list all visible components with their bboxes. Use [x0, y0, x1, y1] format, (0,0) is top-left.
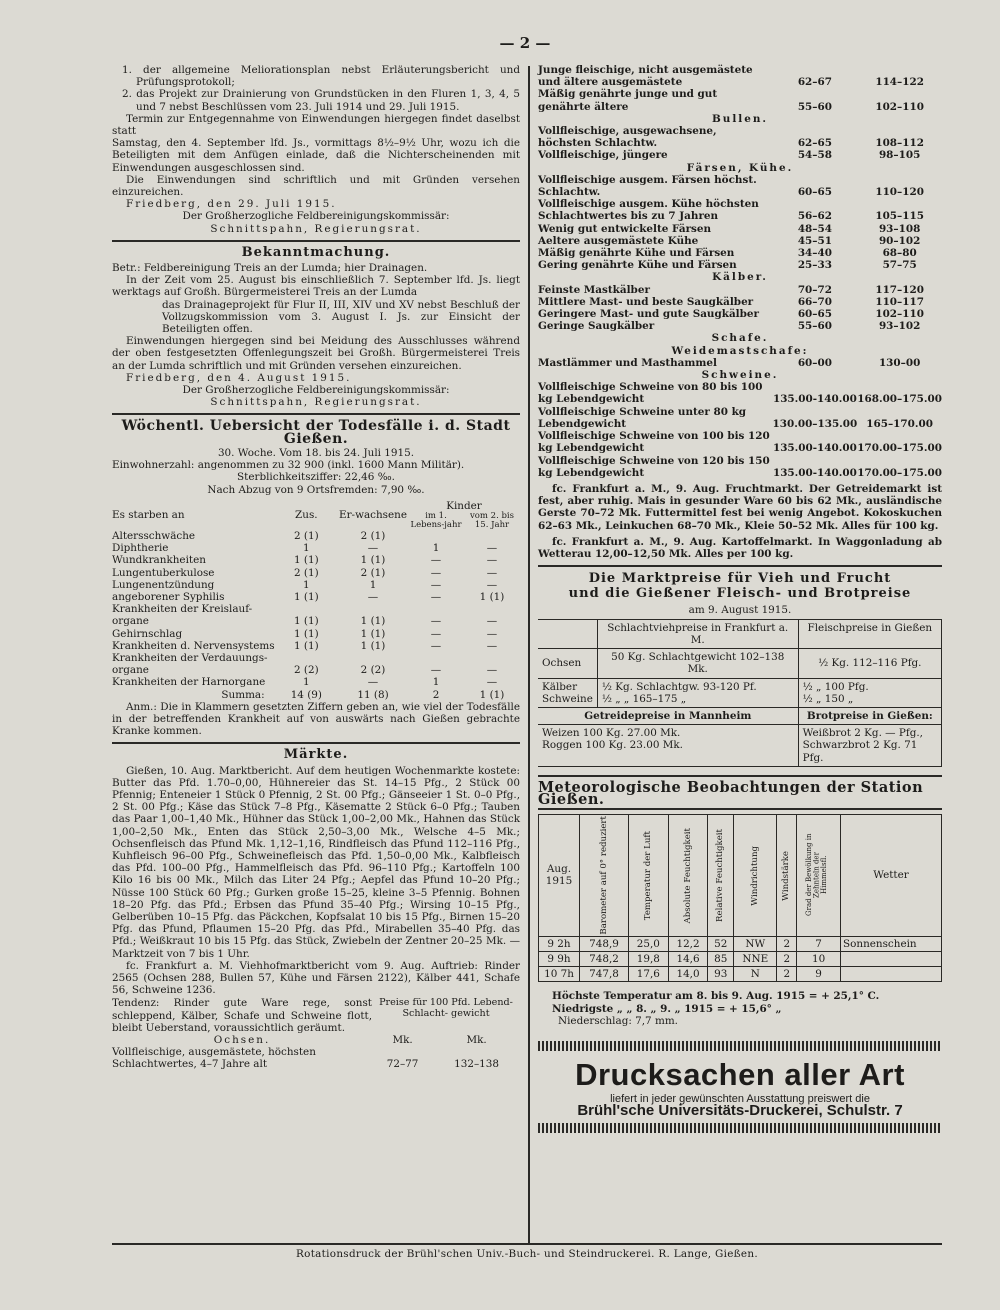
table-row — [538, 308, 942, 320]
row-label: Vollfleischige ausgem. Kühe höchsten Schlachtwertes bis zu 7 Jahren — [538, 198, 759, 223]
table-row — [538, 455, 942, 479]
price-a: 135.00-140.00 — [772, 442, 857, 455]
table-cell: 50 Kg. Schlachtgewicht 102–138 Mk. — [597, 649, 798, 678]
table-cell: 7 — [797, 936, 841, 951]
col-header: Getreidepreise in Mannheim — [538, 707, 798, 724]
table-row — [112, 689, 520, 701]
tod-annotation: Anm.: Die in Klammern gesetzten Ziffern geben an, wie viel der Todesfälle in der betreffenden Krankheit auf von auswärts nach Gießen gebrachte Kranke kommen. — [112, 700, 520, 738]
table-cell: 1 (1) — [293, 554, 319, 567]
price-b: 57–75 — [882, 259, 917, 272]
col-header: Aug. 1915 — [539, 815, 580, 937]
page-number: — 2 — — [499, 34, 551, 52]
row-label: angeborener Syphilis — [112, 590, 225, 603]
table-cell: — — [486, 639, 498, 652]
table-cell: NW — [734, 936, 777, 951]
table-cell: ½ Kg. Schlachtgw. 93-120 Pf. — [601, 680, 757, 693]
section-rule — [112, 413, 520, 415]
table-cell: 17,6 — [629, 967, 669, 982]
ad-company: Brühl'sche Universitäts-Druckerei, Schulstr. 7 — [577, 1102, 903, 1120]
footer-rule — [112, 1243, 942, 1245]
price-b: 165–170.00 — [866, 417, 933, 430]
table-cell: 1 (1) — [293, 639, 319, 652]
table-row — [112, 542, 520, 554]
table-row — [112, 567, 520, 579]
table-cell: — — [430, 578, 442, 591]
table-cell: 2 (1) — [360, 529, 386, 542]
section-rule — [112, 742, 520, 744]
col-header: Absolute Feuchtigkeit — [682, 827, 693, 924]
row-label: Kälber — [542, 680, 578, 693]
tod-rate: Sterblichkeitsziffer: 22,46 ‰. — [237, 471, 395, 484]
col-header: Barometer auf 0° reduziert — [598, 816, 609, 935]
bek-paragraph: Einwendungen hiergegen sind bei Meidung des Ausschlusses während der oben festgesetzten Offenlegungszeit bei Großh. Bürgermeisterei Treis an der Lumda schriftlich und mit Gründen versehen einzureichen. — [112, 335, 520, 372]
table-cell: 1 — [303, 676, 310, 689]
left-column — [112, 64, 520, 1071]
table-cell: 2 (1) — [293, 529, 319, 542]
row-label: Vollfleischige, ausgewachsene, höchsten Schlachtw. — [538, 125, 717, 150]
group-label: Färsen, Kühe. — [686, 161, 794, 174]
row-label: Lungentuberkulose — [112, 566, 215, 579]
death-table — [112, 500, 520, 701]
group-label: Schafe. — [711, 332, 769, 345]
table-cell: 1 (1) — [293, 590, 319, 603]
section-rule — [112, 240, 520, 242]
table-row — [538, 725, 942, 767]
table-cell: ½ Kg. 112–116 Pfg. — [798, 649, 941, 678]
table-row — [538, 357, 942, 369]
price-a: 25–33 — [797, 259, 832, 272]
table-cell: 14,0 — [668, 967, 708, 982]
price-a: 60–65 — [797, 308, 832, 321]
table-cell: — — [367, 676, 379, 689]
marktpreise-title: Die Marktpreise für Vieh und Frucht — [588, 571, 892, 587]
row-label: Vollfleischige, ausgemästete, höchsten Schlachtwertes, 4–7 Jahre alt — [112, 1046, 316, 1071]
termin-note: Die Einwendungen sind schriftlich und mit Gründen versehen einzureichen. — [112, 173, 520, 199]
table-cell: 2 — [432, 688, 440, 701]
row-label: Mäßig genährte Kühe und Färsen — [538, 247, 735, 260]
table-row — [112, 603, 520, 615]
met-max-temp: Höchste Temperatur am 8. bis 9. Aug. 1915 = + 25,1° C. — [552, 990, 880, 1003]
table-row — [538, 284, 942, 296]
table-row — [538, 430, 942, 454]
ochsen-table — [112, 1034, 520, 1071]
unit-label: Mk. — [466, 1034, 487, 1047]
table-row — [538, 64, 942, 88]
section-rule — [538, 775, 942, 777]
table-cell: 2 (2) — [293, 664, 319, 677]
termin-date: Samstag, den 4. September lfd. Js., vormittags 8½–9½ Uhr, wozu ich die Beteiligten mit dem Anfügen einlade, daß die Nichterscheinenden mit Einwendungen ausgeschlossen sind. — [112, 137, 520, 174]
group-label: Ochsen. — [213, 1034, 271, 1047]
table-cell — [408, 652, 464, 664]
row-label: Vollfleischige, jüngere — [538, 149, 668, 162]
row-label: Krankheiten d. Nervensystems — [112, 639, 275, 652]
table-cell: — — [486, 566, 498, 579]
tendenz-table — [112, 997, 520, 1034]
row-label: Vollfleischige Schweine von 100 bis 120 kg Lebendgewicht — [538, 430, 770, 455]
table-cell: 14 (9) — [290, 688, 322, 701]
col-header: vom 2. bis 15. Jahr — [469, 510, 514, 530]
table-cell: 1 — [432, 542, 440, 555]
table-cell: 1 — [432, 676, 440, 689]
table-cell — [464, 603, 520, 615]
table-row — [112, 676, 520, 688]
table-cell: 1 (1) — [479, 688, 505, 701]
row-label: Lungenentzündung — [112, 578, 215, 591]
price-a: 130.00–135.00 — [772, 417, 858, 430]
fruchtmarkt-report: fc. Frankfurt a. M., 9. Aug. Fruchtmarkt. Der Getreidemarkt ist fest, aber ruhig. Mais in gesunder Ware 60 bis 62 Mk., ausländische Gerste 70–72 Mk. Futtermittel fest bei wenig Angebot. Kokoskuchen 62–63 Mk., Leinkuchen 68–70 Mk., Kleie 50–52 Mk. Alles für 100 kg. — [538, 482, 942, 532]
row-label: Vollfleischige Schweine unter 80 kg Lebendgewicht — [538, 405, 747, 430]
table-row — [112, 591, 520, 603]
table-row — [112, 628, 520, 640]
table-row — [538, 381, 942, 405]
market-report: fc. Frankfurt a. M. Viehhofmarktbericht vom 9. Aug. Auftrieb: Rinder 2565 (Ochsen 288, Bullen 57, Kühe und Färsen 2122), Kälber 441, Schafe 56, Schweine 1236. — [112, 959, 520, 997]
price-b: 170.00–175.00 — [857, 442, 942, 455]
bek-paragraph: In der Zeit vom 25. August bis einschließlich 7. September lfd. Js. liegt werktags auf Großh. Bürgermeisterei Treis an der Lumda — [112, 274, 520, 299]
table-cell: ½ „ 150 „ — [802, 692, 854, 705]
price-b: 105–115 — [875, 210, 924, 223]
table-cell: — — [486, 578, 498, 591]
price-b: 130–00 — [878, 356, 921, 369]
table-row — [539, 967, 942, 982]
price-a: 62–65 — [797, 137, 832, 150]
table-cell: — — [486, 554, 498, 567]
table-cell: 1 (1) — [360, 615, 386, 628]
col-header: Relative Feuchtigkeit — [715, 828, 726, 922]
bek-betreff: Betr.: Feldbereinigung Treis an der Lumda; hier Drainagen. — [112, 262, 428, 275]
price-b: 132–138 — [454, 1058, 500, 1071]
page-footer — [112, 1243, 942, 1260]
price-head: Preise für 100 Pfd. Lebend- Schlacht- gewicht — [379, 997, 513, 1020]
table-row — [539, 936, 942, 951]
table-cell: Roggen 100 Kg. 23.00 Mk. — [542, 739, 683, 752]
right-column — [538, 64, 942, 1137]
table-cell — [338, 603, 408, 615]
row-label: Gehirnschlag — [112, 627, 183, 640]
price-a: 48–54 — [797, 222, 832, 235]
price-a: 60–65 — [797, 186, 832, 199]
row-label: Wundkrankheiten — [112, 554, 206, 567]
price-b: 98–105 — [878, 149, 921, 162]
table-cell: — — [486, 542, 498, 555]
table-cell: 10 — [797, 951, 841, 966]
table-cell: 1 (1) — [360, 554, 386, 567]
row-label: organe — [112, 664, 149, 677]
table-cell: 52 — [708, 936, 734, 951]
col-header: Kinder — [446, 499, 482, 512]
price-b: 93–108 — [878, 222, 921, 235]
table-row — [538, 678, 942, 707]
price-a: 135.00-140.00 — [772, 466, 857, 479]
row-label: Feinste Mastkälber — [538, 283, 650, 296]
kartoffelmarkt-report: fc. Frankfurt a. M., 9. Aug. Kartoffelmarkt. In Waggonladung ab Wetterau 12,00–12,50 Mk. Alles per 100 kg. — [538, 535, 942, 560]
price-a: 34–40 — [797, 247, 832, 260]
place-date: Friedberg, den 4. August 1915. — [126, 371, 352, 384]
table-cell: Weizen 100 Kg. 27.00 Mk. — [542, 727, 681, 740]
row-label: Altersschwäche — [112, 529, 196, 542]
row-label: 9 9h — [539, 951, 580, 966]
price-a: 54–58 — [797, 149, 832, 162]
table-row — [112, 579, 520, 591]
col-header: Windstärke — [781, 850, 792, 901]
row-label: Mäßig genährte junge und gut genährte ältere — [538, 88, 718, 113]
price-a: 60–00 — [797, 356, 832, 369]
table-cell: — — [430, 639, 442, 652]
col-header: im 1. Lebens-jahr — [410, 510, 462, 530]
row-label: Geringe Saugkälber — [538, 320, 655, 333]
table-row — [538, 149, 942, 161]
table-cell: 1 — [303, 578, 310, 591]
bekanntmachung-title: Bekanntmachung. — [241, 244, 391, 260]
table-cell — [464, 652, 520, 664]
row-label: Geringere Mast- und gute Saugkälber — [538, 308, 759, 321]
price-b: 110–117 — [875, 295, 924, 308]
row-label: Schweine — [542, 692, 593, 705]
row-label: Krankheiten der Verdauungs- — [112, 651, 268, 664]
table-cell: 747,8 — [580, 967, 629, 982]
list-item: 1. der allgemeine Meliorationsplan nebst Erläuterungsbericht und Prüfungsprotokoll; — [122, 64, 520, 89]
group-label: Bullen. — [711, 112, 768, 125]
table-cell: — — [430, 554, 442, 567]
section-rule — [538, 565, 942, 567]
price-b: 168.00–175.00 — [857, 393, 942, 406]
table-cell — [841, 967, 942, 982]
row-label: 10 7h — [539, 967, 580, 982]
table-cell: — — [367, 590, 379, 603]
col-header: Grad der Bewölkung in Zehnteln der Himmelsfl. — [804, 834, 828, 917]
table-cell: 1 (1) — [479, 590, 505, 603]
col-header: Zus. — [295, 508, 318, 521]
table-cell: — — [486, 627, 498, 640]
table-row — [538, 174, 942, 198]
table-row — [538, 649, 942, 678]
table-cell: N — [734, 967, 777, 982]
tod-adjusted-rate: Nach Abzug von 9 Ortsfremden: 7,90 ‰. — [207, 483, 425, 496]
table-row — [112, 554, 520, 566]
table-row — [538, 259, 942, 271]
market-report: Gießen, 10. Aug. Marktbericht. Auf dem heutigen Wochenmarkte kostete: Butter das Pfd. 1.70–0,00, Hühnereier das St. 14–15 Pfg., 2 Stück 00 Pfennig; Enteneier 1 Stück 0 Pfennig, 2 St. 00 Pfg.; Gänseeier 1 St. 0–0 Pfg., 2 St. 00 Pfg.; Käse das Stück 7–8 Pfg., Käsematte 2 Stück 6–0 Pfg.; Tauben das Paar 1,00–1,40 Mk., Hühner das Stück 1,00–2,00 Mk., Hahnen das Stück 1,00–2,50 Mk., Enten das Stück 2,50–3,00 Mk., Welsche 4–5 Mk.; Ochsenfleisch das Pfund Mk. 1,12–1,16, Rindfleisch das Pfund 112–116 Pfg., Kuhfleisch 96–00 Pfg., Schweinefleisch das Pfd. 1,50–0,00 Mk., Kalbfleisch das Pfd. 100–00 Pfg., Hammelfleisch das Pfd. 96–110 Pfg.; Kartoffeln 100 Kilo 16 bis 00 Mk., Milch das Liter 24 Pfg.; Aepfel das Pfund 10–20 Pfg.; Nüsse 100 Stück 60 Pfg.; Gurken große 15–25, kleine 3–5 Pfennig. Bohnen 18–20 Pfg. das Pfd.; Erbsen das Pfund 35–40 Pfg.; Wirsing 10–15 Pfg., Gelberüben 10–15 Pfg. das Päckchen, Kopfsalat 10 bis 15 Pfg., Birnen 15–20 Pfg. das Pfund, Pflaumen 15–20 Pfg. das Pfd., Mirabellen 35–40 Pfg. das Pfd.; Weißkraut 10 bis 15 Pfg. das Stück, Zwiebeln der Zentner 20–25 Mk. — Marktzeit von 7 bis 1 Uhr. — [112, 764, 520, 960]
table-cell: 748,9 — [580, 936, 629, 951]
price-a: 70–72 — [797, 283, 832, 296]
tod-population: Einwohnerzahl: angenommen zu 32 900 (inkl. 1600 Mann Militär). — [112, 459, 465, 472]
place-date: Friedberg, den 29. Juli 1915. — [126, 198, 337, 211]
price-a: 72–77 — [386, 1058, 419, 1071]
table-cell: — — [486, 676, 498, 689]
row-label: Junge fleischige, nicht ausgemästete und ältere ausgemästete — [538, 64, 753, 89]
row-label: Diphtherie — [112, 542, 169, 555]
table-row — [538, 296, 942, 308]
price-b: 108–112 — [875, 137, 924, 150]
table-cell: 1 (1) — [293, 627, 319, 640]
price-a: 62–67 — [797, 76, 832, 89]
group-label: Weidemastschafe: — [671, 344, 809, 357]
price-b: 68–80 — [882, 247, 917, 260]
col-header: Es starben an — [112, 508, 185, 521]
price-b: 102–110 — [875, 308, 924, 321]
table-cell: ½ „ „ 165–175 „ — [601, 692, 687, 705]
table-cell: — — [430, 664, 442, 677]
row-label: Ochsen — [538, 649, 597, 678]
price-a: 66–70 — [797, 295, 832, 308]
table-row — [538, 247, 942, 259]
table-cell: 93 — [708, 967, 734, 982]
row-label: organe — [112, 615, 149, 628]
column-divider — [528, 66, 530, 1244]
table-cell — [408, 530, 464, 542]
table-row — [112, 664, 520, 676]
official-title: Der Großherzogliche Feldbereinigungskommissär: — [182, 384, 450, 397]
table-cell: ½ „ 100 Pfg. — [802, 680, 869, 693]
table-cell — [408, 603, 464, 615]
ad-text: liefert in jeder gewünschten Ausstattung preiswert die — [610, 1092, 870, 1105]
official-name: Schnittspahn, Regierungsrat. — [210, 396, 422, 409]
price-b: 90–102 — [878, 234, 921, 247]
table-cell: 1 (1) — [360, 639, 386, 652]
table-cell: — — [430, 615, 442, 628]
row-label: Krankheiten der Kreislauf- — [112, 603, 253, 616]
table-cell — [841, 951, 942, 966]
weather-table — [538, 814, 942, 982]
table-cell: 85 — [708, 951, 734, 966]
col-header: Windrichtung — [749, 845, 760, 906]
official-name: Schnittspahn, Regierungsrat. — [210, 222, 422, 235]
price-b: 102–110 — [875, 100, 924, 113]
table-row — [112, 530, 520, 542]
col-header: Fleischpreise in Gießen — [798, 619, 941, 648]
table-row — [112, 1046, 520, 1070]
maerkte-title: Märkte. — [283, 747, 349, 763]
table-cell: — — [486, 664, 498, 677]
price-b: 170.00–175.00 — [857, 466, 942, 479]
table-cell: 19,8 — [629, 951, 669, 966]
table-cell: 9 — [797, 967, 841, 982]
row-label: Wenig gut entwickelte Färsen — [538, 222, 712, 235]
met-title: Meteorologische Beobachtungen der Station Gießen. — [538, 782, 942, 810]
table-cell: — — [430, 566, 442, 579]
table-row — [539, 951, 942, 966]
table-cell: 25,0 — [629, 936, 669, 951]
cattle-price-table — [538, 64, 942, 479]
table-row — [538, 125, 942, 149]
table-cell — [275, 652, 338, 664]
table-row — [538, 88, 942, 112]
col-header: Wetter — [841, 815, 942, 937]
table-row — [112, 652, 520, 664]
marktpreise-date: am 9. August 1915. — [688, 603, 792, 616]
price-a: 56–62 — [797, 210, 832, 223]
tendenz-text: Tendenz: Rinder gute Ware rege, sonst schleppend, Kälber, Schafe und Schweine flott, bleibt Ueberstand, voraussichtlich geräumt. — [112, 997, 372, 1034]
row-label: Vollfleischige Schweine von 80 bis 100 kg Lebendgewicht — [538, 381, 763, 406]
table-cell: NNE — [734, 951, 777, 966]
table-cell: 2 (1) — [360, 566, 386, 579]
table-cell: 2 — [777, 951, 797, 966]
table-row — [538, 198, 942, 222]
printer-imprint: Rotationsdruck der Brühl'schen Univ.-Buch- und Steindruckerei. R. Lange, Gießen. — [296, 1248, 758, 1260]
table-cell: 1 (1) — [360, 627, 386, 640]
table-cell: 748,2 — [580, 951, 629, 966]
marktpreise-table — [538, 619, 942, 767]
table-cell — [464, 530, 520, 542]
row-label: Mastlämmer und Masthammel — [538, 356, 717, 369]
table-cell: — — [430, 627, 442, 640]
ad-headline: Drucksachen aller Art — [575, 1056, 905, 1092]
unit-label: Mk. — [392, 1034, 413, 1047]
table-row — [538, 235, 942, 247]
table-cell: 1 — [303, 542, 310, 555]
table-cell: 11 (8) — [357, 688, 389, 701]
table-cell: 1 — [369, 578, 377, 591]
row-label: 9 2h — [539, 936, 580, 951]
table-cell: 12,2 — [668, 936, 708, 951]
table-cell: 14,6 — [668, 951, 708, 966]
price-b: 110–120 — [875, 186, 924, 199]
marktpreise-subtitle: und die Gießener Fleisch- und Brotpreise — [568, 586, 912, 602]
row-label: Vollfleischige Schweine von 120 bis 150 kg Lebendgewicht — [538, 454, 770, 479]
table-cell: 2 (1) — [293, 566, 319, 579]
met-precipitation: Niederschlag: 7,7 mm. — [558, 1014, 678, 1027]
group-label: Kälber. — [712, 271, 768, 284]
table-cell: 1 (1) — [293, 615, 319, 628]
decorative-border — [538, 1123, 942, 1133]
table-cell: — — [367, 542, 379, 555]
col-header: Schlachtviehpreise in Frankfurt a. M. — [597, 619, 798, 648]
table-row — [538, 320, 942, 332]
col-header: Temperatur der Luft — [642, 830, 653, 921]
group-label: Schweine. — [701, 369, 779, 382]
table-row — [112, 615, 520, 627]
price-a: 55–60 — [797, 320, 832, 333]
col-header: Brotpreise in Gießen: — [798, 707, 941, 724]
price-b: 114–122 — [875, 76, 924, 89]
table-cell: 2 — [777, 967, 797, 982]
price-b: 93–102 — [878, 320, 921, 333]
summa-label: Summa: — [221, 688, 265, 701]
termin-text: Termin zur Entgegennahme von Einwendungen hiergegen findet daselbst statt — [112, 112, 520, 138]
table-cell: 2 (2) — [360, 664, 386, 677]
table-cell: 2 — [777, 936, 797, 951]
table-row — [538, 223, 942, 235]
bek-paragraph: das Drainageprojekt für Flur II, III, XIV und XV nebst Beschluß der Vollzugskommission vom 3. August I. Js. zur Einsicht der Beteiligten offen. — [162, 298, 520, 336]
row-label: Vollfleischige ausgem. Färsen höchst. Schlachtw. — [538, 173, 757, 199]
table-cell: — — [486, 615, 498, 628]
price-a: 45–51 — [797, 234, 832, 247]
table-cell: Sonnenschein — [841, 936, 942, 951]
todesfaelle-title: Wöchentl. Uebersicht der Todesfälle i. d. Stadt Gießen. — [121, 418, 511, 447]
list-item: 2. das Projekt zur Drainierung von Grundstücken in den Fluren 1, 3, 4, 5 und 7 nebst Beschlüssen vom 23. Juli 1914 und 29. Juli 1915. — [122, 88, 520, 113]
table-cell: Weißbrot 2 Kg. — Pfg., — [802, 727, 923, 740]
table-row — [112, 640, 520, 652]
row-label: Gering genährte Kühe und Färsen — [538, 259, 737, 272]
table-cell — [338, 652, 408, 664]
row-label: Krankheiten der Harnorgane — [112, 676, 266, 689]
row-label: Aeltere ausgemästete Kühe — [538, 234, 699, 247]
price-a: 135.00-140.00 — [772, 393, 857, 406]
official-title: Der Großherzogliche Feldbereinigungskommissär: — [182, 210, 450, 223]
met-min-temp: Niedrigste „ „ 8. „ 9. „ 1915 = + 15,6° „ — [552, 1002, 782, 1015]
decorative-border — [538, 1041, 942, 1051]
price-b: 117–120 — [875, 283, 924, 296]
col-header: Er-wachsene — [339, 508, 407, 521]
table-row — [538, 406, 942, 430]
price-a: 55–60 — [797, 100, 832, 113]
tod-week: 30. Woche. Vom 18. bis 24. Juli 1915. — [217, 446, 415, 459]
row-label: Mittlere Mast- und beste Saugkälber — [538, 295, 754, 308]
table-cell: — — [430, 590, 442, 603]
table-cell — [275, 603, 338, 615]
table-cell: Schwarzbrot 2 Kg. 71 Pfg. — [802, 739, 918, 764]
